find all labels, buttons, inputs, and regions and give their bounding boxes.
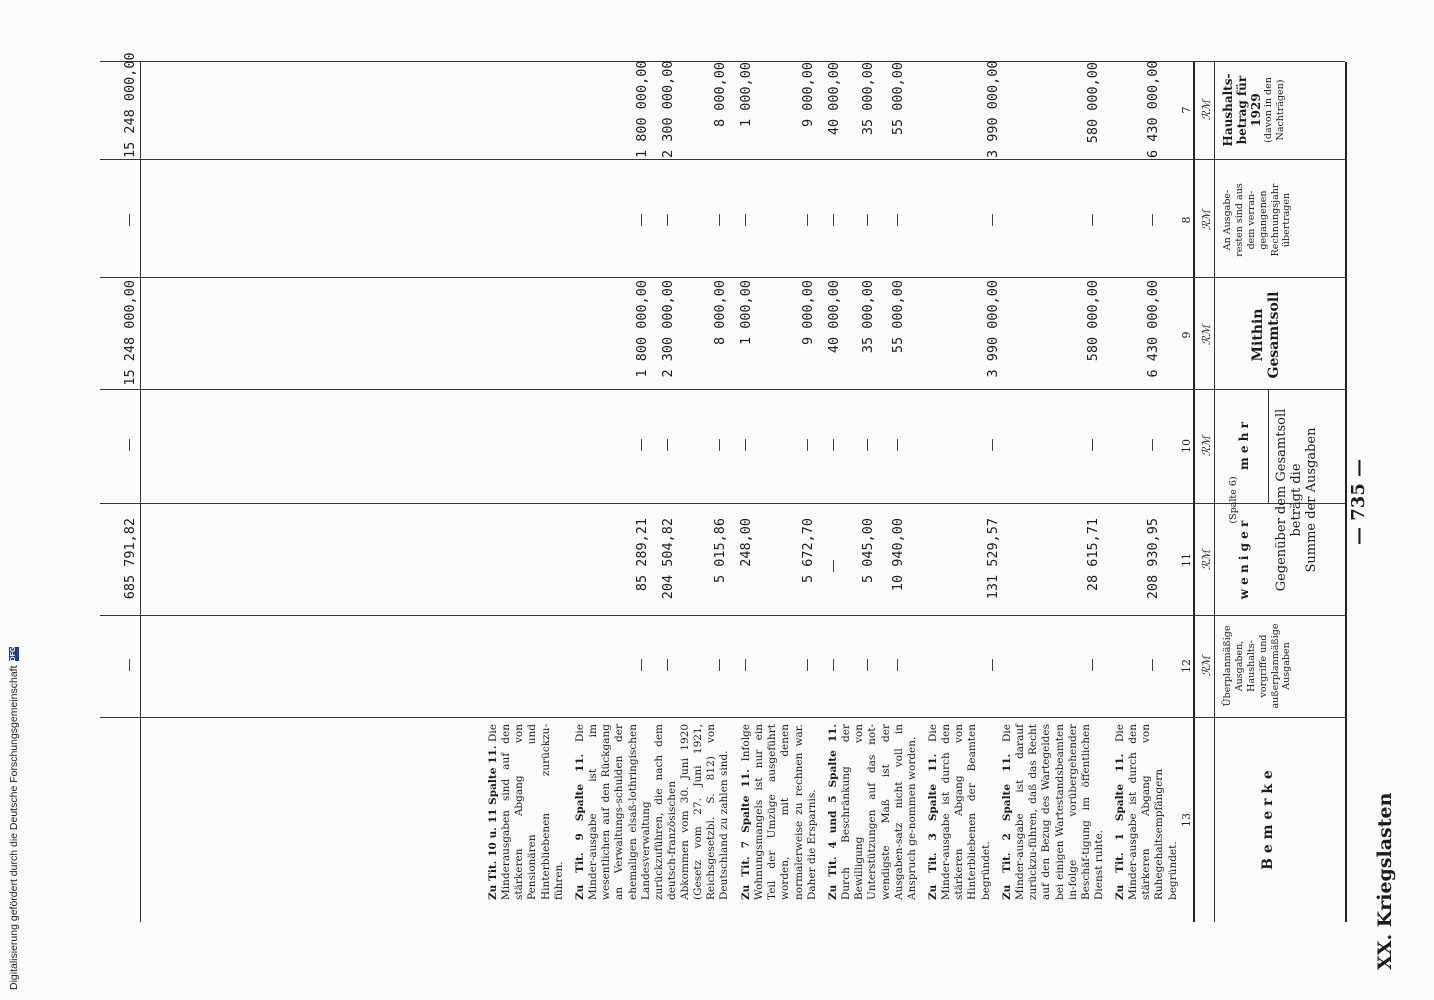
col11-unit: ℛℳ: [1200, 549, 1213, 571]
cell-c12: —: [1085, 658, 1100, 672]
cell-c11: 10 940,00: [890, 518, 906, 592]
cell-c8: —: [1085, 213, 1100, 227]
remark-text: Infolge Wohnungsmangels ist nur ein Teil der Umzüge ausgeführt worden, mit denen normalerweise zu rechnen war. Daher die Ersparnis.: [740, 724, 818, 900]
cell-c12: —: [660, 658, 675, 672]
cell-c8: —: [738, 213, 753, 227]
cell-c7: 3 990 000,00: [985, 60, 1001, 158]
total-col8: —: [122, 213, 137, 227]
cell-c8: —: [985, 213, 1000, 227]
remark-note: [927, 724, 993, 900]
cell-c10: —: [826, 438, 841, 452]
col7-subtitle: (davon in den Nachträgen): [1263, 77, 1287, 143]
section-title: XX. Kriegslasten: [1374, 792, 1396, 970]
col7-title: Haushalts- betrag für 1929: [1221, 73, 1263, 147]
cell-c11: 204 504,82: [660, 518, 676, 600]
cell-c10: —: [1085, 438, 1100, 452]
cell-c11: 131 529,57: [985, 518, 1001, 600]
col9-title: Mithin Gesamtsoll: [1250, 291, 1283, 379]
cell-c9: 1 800 000,00: [634, 280, 650, 378]
cell-c7: 2 300 000,00: [660, 60, 676, 158]
cell-c12: —: [985, 658, 1000, 672]
cell-c7: 1 800 000,00: [634, 60, 650, 158]
cell-c10: —: [985, 438, 1000, 452]
col1011-title: Gegenüber dem Gesamtsoll beträgt die Summe der Ausgaben: [1274, 408, 1319, 592]
total-col9: 15 248 000,00: [122, 280, 138, 386]
col7-header: [1222, 70, 1287, 150]
remark-text: Durch Beschränkung der Bewilligung von Unterstützungen auf das not-wendigste Maß ist der Ausgaben-satz nicht voll in Anspruch ge-nommen worden.: [840, 724, 918, 900]
cell-c10: —: [890, 438, 905, 452]
cell-c9: 40 000,00: [826, 280, 842, 354]
cell-c12: —: [890, 658, 905, 672]
col1011-subtitle: (Spalte 6): [1228, 476, 1239, 524]
cell-c7: 55 000,00: [890, 62, 906, 136]
cell-c11: 85 289,21: [634, 518, 650, 592]
cell-c12: —: [860, 658, 875, 672]
cell-c7: 35 000,00: [860, 62, 876, 136]
cell-c10: —: [738, 438, 753, 452]
cell-c9: 55 000,00: [890, 280, 906, 354]
remark-head: Zu Tit. 1 Spalte 11.: [1114, 753, 1126, 900]
page-number: — 735 —: [1348, 458, 1369, 545]
cell-c7: 40 000,00: [826, 62, 842, 136]
cell-c10: —: [660, 438, 675, 452]
col9-unit: ℛℳ: [1200, 324, 1213, 346]
cell-c9: 2 300 000,00: [660, 280, 676, 378]
remark-text: Die Minder-ausgabe ist durch den stärkeren Abgang von Ruhegehaltsempfängern begründet.: [1114, 724, 1179, 900]
total-col10: —: [122, 438, 137, 452]
remark-head: Zu Tit. 7 Spalte 11.: [740, 769, 752, 900]
cell-c7: 9 000,00: [800, 62, 816, 128]
col12-number: 12: [1180, 659, 1193, 673]
cell-c11: 5 015,86: [712, 518, 728, 584]
col11-title: w e n i g e r: [1237, 520, 1251, 600]
remark-note: [827, 724, 919, 900]
cell-c12: —: [1145, 658, 1160, 672]
totals-rule: [140, 62, 141, 922]
cell-c12: —: [712, 658, 727, 672]
cell-c9: 3 990 000,00: [985, 280, 1001, 378]
cell-c12: —: [634, 658, 649, 672]
col13-title: B e m e r k e: [1260, 770, 1276, 870]
cell-c11: 28 615,71: [1085, 518, 1101, 592]
col9-right: [100, 389, 1345, 390]
cell-c8: —: [826, 213, 841, 227]
cell-c9: 1 000,00: [738, 280, 754, 346]
cell-c9: 6 430 000,00: [1145, 280, 1161, 378]
remark-text: Die Minder-ausgabe ist im wesentlichen auf den Rückgang an Verwaltungs-schulden der ehemaligen elsaß-lothringischen Landesverwaltung zurückzuführen, die nach dem deutsch-französischen Abkommen vom 30. Juni 1920 (Gesetz vom 27. Juni 1921, Reichsgesetzbl. S. 812) von Deutschland zu zahlen sind.: [574, 724, 731, 900]
cell-c11: 248,00: [738, 518, 754, 567]
total-col12: —: [122, 658, 137, 672]
cell-c12: —: [738, 658, 753, 672]
remark-text: Die Minderausgaben sind auf den stärkeren Abgang von Pensionären und Hinterbliebenen zurückzu-führen.: [487, 724, 565, 900]
col9-number: 9: [1180, 331, 1193, 339]
remark-note: [487, 724, 566, 900]
col10-number: 10: [1180, 439, 1193, 453]
cell-c7: 1 000,00: [738, 62, 754, 128]
digitization-note-text: Digitalisierung gefördert durch die Deutsche Forschungsgemeinschaft: [8, 665, 20, 990]
remark-text: Die Minder-ausgabe ist darauf zurückzu-führen, daß das Recht auf den Bezug des Wartegeldes bei einigen Wartestandsbeamten in-folge vorübergehender Beschäf-tigung im öffentlichen Dienst ruhte.: [1001, 724, 1105, 900]
cell-c8: —: [634, 213, 649, 227]
cell-c8: —: [890, 213, 905, 227]
col1011-split: [1268, 390, 1269, 504]
col7-unit: ℛℳ: [1200, 99, 1213, 121]
remark-head: Zu Tit. 9 Spalte 11.: [574, 753, 586, 900]
cell-c10: —: [860, 438, 875, 452]
cell-c12: —: [800, 658, 815, 672]
cell-c11: 208 930,95: [1145, 518, 1161, 600]
col7-right: [100, 159, 1345, 160]
cell-c11: 5 672,70: [800, 518, 816, 584]
cell-c10: —: [712, 438, 727, 452]
cell-c8: —: [800, 213, 815, 227]
col11-number: 11: [1180, 553, 1193, 567]
cell-c8: —: [712, 213, 727, 227]
remark-head: Zu Tit. 10 u. 11 Spalte 11.: [487, 745, 499, 900]
col10-right: [100, 503, 1345, 504]
col8-unit: ℛℳ: [1200, 209, 1213, 231]
col12-title: Überplanmäßige Ausgaben, Haushalts- vorgriffe und außerplanmäßige Ausgaben: [1222, 623, 1293, 709]
remark-note: [1001, 724, 1106, 900]
cell-c10: —: [634, 438, 649, 452]
total-col11: 685 791,82: [122, 518, 138, 600]
col11-right: [100, 615, 1345, 616]
cell-c7: 8 000,00: [712, 62, 728, 128]
col13-number: 13: [1180, 813, 1193, 827]
dfg-logo-icon: DFG: [10, 646, 17, 662]
cell-c12: —: [826, 658, 841, 672]
cell-c11: —: [826, 559, 841, 573]
cell-c7: 6 430 000,00: [1145, 60, 1161, 158]
cell-c10: —: [1145, 438, 1160, 452]
cell-c10: —: [800, 438, 815, 452]
remark-head: Zu Tit. 3 Spalte 11.: [927, 753, 939, 900]
cell-c9: 35 000,00: [860, 280, 876, 354]
col10-unit: ℛℳ: [1200, 435, 1213, 457]
remark-note: [1114, 724, 1180, 900]
total-col7: 15 248 000,00: [122, 52, 138, 158]
col8-number: 8: [1180, 216, 1193, 224]
cell-c9: 580 000,00: [1085, 280, 1101, 362]
col8-right: [100, 277, 1345, 278]
cell-c7: 580 000,00: [1085, 62, 1101, 144]
col12-right: [100, 717, 1345, 718]
cell-c9: 8 000,00: [712, 280, 728, 346]
cell-c11: 5 045,00: [860, 518, 876, 584]
remark-note: [740, 724, 819, 900]
cell-c9: 9 000,00: [800, 280, 816, 346]
cell-c8: —: [660, 213, 675, 227]
table-top-rule: [1345, 62, 1347, 922]
remark-text: Die Minder-ausgabe ist durch den stärkeren Abgang von Hinterbliebenen der Beamten begründet.: [927, 724, 992, 900]
col8-title: An Ausgabe- resten sind aus dem verran- gegangenen Rechnungsjahr übertragen: [1222, 183, 1293, 257]
header-bottom-rule: [1214, 62, 1215, 922]
cell-c8: —: [1145, 213, 1160, 227]
cell-c8: —: [860, 213, 875, 227]
remark-head: Zu Tit. 2 Spalte 11.: [1001, 753, 1013, 900]
remark-note: [574, 724, 732, 900]
col12-unit: ℛℳ: [1200, 655, 1213, 677]
col10-title: m e h r: [1237, 422, 1251, 470]
remark-head: Zu Tit. 4 und 5 Spalte 11.: [827, 724, 839, 900]
unit-row-rule: [1193, 62, 1195, 922]
col7-number: 7: [1180, 106, 1193, 114]
